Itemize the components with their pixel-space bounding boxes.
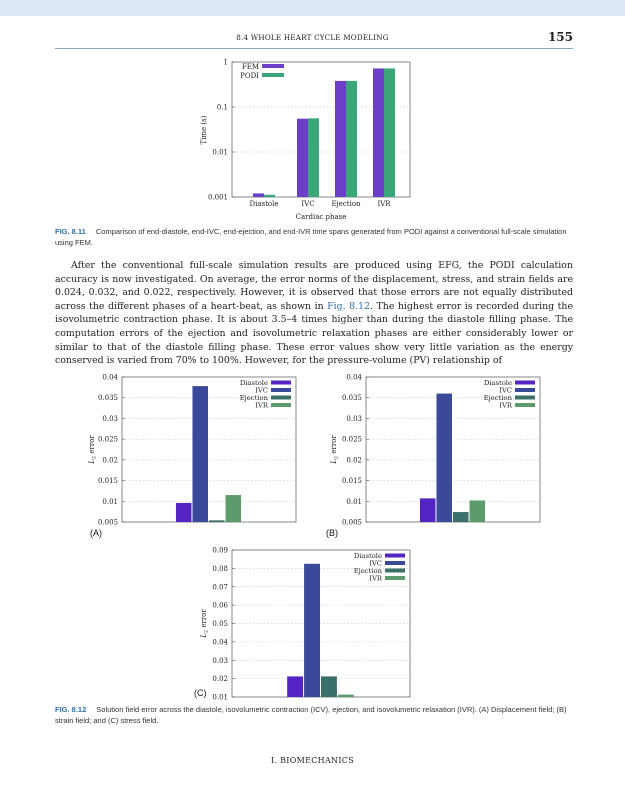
y-tick-label: 0.04 bbox=[212, 638, 228, 647]
bar-ivr bbox=[338, 695, 354, 697]
y-axis-label-sub: 2 bbox=[333, 455, 340, 460]
panel-label: (B) bbox=[326, 528, 338, 538]
legend-swatch-diastole bbox=[515, 381, 535, 385]
bar-fem-diastole bbox=[253, 193, 264, 197]
footer: I. BIOMECHANICS bbox=[270, 756, 354, 765]
y-tick-label: 0.035 bbox=[97, 394, 118, 403]
y-tick-label: 0.09 bbox=[212, 546, 228, 555]
y-axis-label-sub: 2 bbox=[203, 629, 210, 634]
chart-fig-8-11 bbox=[0, 0, 625, 230]
figure-8-12-link[interactable]: Fig. 8.12 bbox=[327, 300, 371, 312]
bar-fem-ivr bbox=[373, 68, 384, 197]
bar-ivc bbox=[304, 564, 320, 697]
y-tick-label: 0.02 bbox=[212, 675, 228, 684]
y-axis-label-sub: 2 bbox=[91, 455, 98, 460]
y-tick-label: 0.02 bbox=[102, 456, 118, 465]
legend-label-ejection: Ejection bbox=[239, 394, 268, 402]
y-tick-label: 0.08 bbox=[212, 564, 228, 573]
y-tick-label: 0.025 bbox=[341, 435, 362, 444]
legend-label-ivr: IVR bbox=[255, 401, 268, 410]
figure-8-11-label: FIG. 8.11 bbox=[55, 227, 86, 236]
legend-swatch-ejection bbox=[515, 396, 535, 400]
y-axis-label-rest: error bbox=[200, 609, 208, 630]
y-tick-label: 0.005 bbox=[97, 518, 118, 527]
x-tick-label: Diastole bbox=[249, 200, 279, 208]
legend-label-podi: PODI bbox=[240, 72, 259, 80]
y-axis-label-main: L bbox=[88, 459, 96, 464]
legend-swatch-fem bbox=[262, 64, 284, 68]
y-axis-label bbox=[88, 435, 98, 465]
legend-label-diastole: Diastole bbox=[239, 379, 268, 387]
legend-swatch-diastole bbox=[385, 554, 405, 558]
y-axis-label-rest: error bbox=[330, 435, 338, 456]
y-tick-label: 0.005 bbox=[341, 518, 362, 527]
plot-frame bbox=[366, 377, 540, 522]
y-tick-label: 0.035 bbox=[341, 394, 362, 403]
panel-b bbox=[326, 374, 540, 539]
figure-8-11-caption bbox=[55, 227, 573, 248]
legend-label-ivc: IVC bbox=[255, 386, 268, 395]
y-tick-label: 0.03 bbox=[212, 656, 228, 665]
legend-label-diastole: Diastole bbox=[483, 379, 512, 387]
x-axis-label: Cardiac phase bbox=[295, 213, 347, 221]
y-axis-label-main: L bbox=[330, 459, 338, 464]
panel-c bbox=[194, 547, 410, 702]
y-tick-label: 0.015 bbox=[97, 477, 118, 486]
legend-swatch-ivr bbox=[385, 576, 405, 580]
running-head: 8.4 WHOLE HEART CYCLE MODELING bbox=[236, 33, 389, 42]
bar-podi-ejection bbox=[346, 81, 357, 197]
bar-ivc bbox=[436, 394, 452, 522]
body-paragraph bbox=[55, 259, 573, 368]
legend-label-ejection: Ejection bbox=[483, 394, 512, 402]
y-tick-label: 0.01 bbox=[212, 693, 228, 702]
figure-8-12-caption-text: Solution field error across the diastole, isovolumetric contraction (ICV), ejection, and isovolumetric relaxation (IVR). (A) Displacement field; (B) strain field; and (C) stress field. bbox=[55, 705, 567, 725]
y-tick-label: 0.01 bbox=[102, 497, 118, 506]
y-tick-label: 0.05 bbox=[212, 620, 228, 628]
panel-label: (C) bbox=[194, 688, 207, 698]
figure-8-12-caption bbox=[55, 705, 573, 726]
y-tick-label: 0.04 bbox=[346, 373, 362, 382]
legend-swatch-podi bbox=[262, 73, 284, 77]
legend-swatch-ejection bbox=[271, 396, 291, 400]
legend-swatch-ivc bbox=[515, 388, 535, 392]
panel-label: (A) bbox=[90, 528, 102, 538]
body-text-part-1: After the conventional full-scale simulation results are produced using EFG, the PODI calculation accuracy is now investigated. On average, the error norms of the displacement, stress, and strain fields are 0.024, 0.032, and 0.022, respectively. However, it is observed that those errors are not equally distributed across the different phases of a heart-beat, as shown in bbox=[55, 260, 573, 312]
bar-ivr bbox=[470, 500, 486, 522]
y-tick-label: 0.06 bbox=[212, 601, 228, 610]
legend-swatch-ejection bbox=[385, 569, 405, 573]
body-text-part-2: . The highest error is recorded during the isovolumetric contraction phase. It is about 3.5–4 times higher than during the diastole filling phase. The computation errors of the ejection and isovolumetric relaxation phases are either considerably lower or similar to that of the diastole filling phase. These error values show very little variation as the energy conserved is varied from 70% to 100%. However, for the pressure-volume (PV) relationship of bbox=[55, 300, 573, 367]
legend-label-ivr: IVR bbox=[499, 401, 512, 410]
legend-label-ivr: IVR bbox=[369, 574, 382, 583]
page-number: 155 bbox=[547, 30, 573, 44]
bar-podi-ivr bbox=[384, 68, 395, 197]
panel-a bbox=[88, 374, 296, 539]
y-tick-label: 0.01 bbox=[212, 148, 228, 157]
plot-frame bbox=[232, 550, 410, 697]
legend-label-ivc: IVC bbox=[499, 386, 512, 395]
legend-swatch-ivr bbox=[271, 403, 291, 407]
bar-ejection bbox=[209, 520, 225, 522]
bar-diastole bbox=[176, 503, 192, 522]
x-tick-label: IVC bbox=[301, 200, 315, 208]
y-tick-label: 0.02 bbox=[346, 456, 362, 465]
bar-ivr bbox=[226, 495, 242, 522]
y-axis-label-rest: error bbox=[88, 435, 96, 456]
bar-fem-ejection bbox=[335, 81, 346, 197]
y-tick-label: 1 bbox=[223, 58, 228, 67]
y-axis-label: Time (s) bbox=[200, 115, 208, 145]
y-tick-label: 0.04 bbox=[102, 373, 118, 382]
figure-8-12-label: FIG. 8.12 bbox=[55, 705, 87, 714]
legend-label-fem: FEM bbox=[241, 63, 259, 71]
y-axis-label bbox=[200, 609, 210, 639]
bar-ejection bbox=[453, 512, 469, 522]
figure-8-11-caption-text: Comparison of end-diastole, end-IVC, end-ejection, and end-IVR time spans generated from PODI against a conventional full-scale simulation using FEM. bbox=[55, 227, 567, 247]
y-tick-label: 0.03 bbox=[346, 414, 362, 423]
y-tick-label: 0.03 bbox=[102, 414, 118, 423]
bar-podi-ivc bbox=[308, 118, 319, 197]
bar-diastole bbox=[420, 498, 436, 522]
y-axis-label-main: L bbox=[200, 633, 208, 638]
y-tick-label: 0.025 bbox=[97, 435, 118, 444]
x-tick-label: IVR bbox=[377, 200, 391, 208]
legend-swatch-ivc bbox=[385, 561, 405, 565]
legend-swatch-ivr bbox=[515, 403, 535, 407]
bar-diastole bbox=[287, 676, 303, 697]
legend-label-ejection: Ejection bbox=[353, 567, 382, 575]
bar-podi-diastole bbox=[264, 195, 275, 197]
y-tick-label: 0.1 bbox=[216, 103, 228, 112]
legend-label-ivc: IVC bbox=[369, 559, 382, 568]
y-axis-label bbox=[330, 435, 340, 465]
y-tick-label: 0.015 bbox=[341, 477, 362, 486]
bar-fem-ivc bbox=[297, 119, 308, 197]
x-tick-label: Ejection bbox=[331, 200, 361, 208]
bar-ivc bbox=[192, 386, 208, 522]
legend-swatch-ivc bbox=[271, 388, 291, 392]
y-tick-label: 0.07 bbox=[212, 583, 228, 592]
plot-frame bbox=[122, 377, 296, 522]
legend-swatch-diastole bbox=[271, 381, 291, 385]
legend-label-diastole: Diastole bbox=[353, 552, 382, 560]
bar-ejection bbox=[321, 676, 337, 697]
y-tick-label: 0.001 bbox=[207, 193, 228, 202]
y-tick-label: 0.01 bbox=[346, 497, 362, 506]
